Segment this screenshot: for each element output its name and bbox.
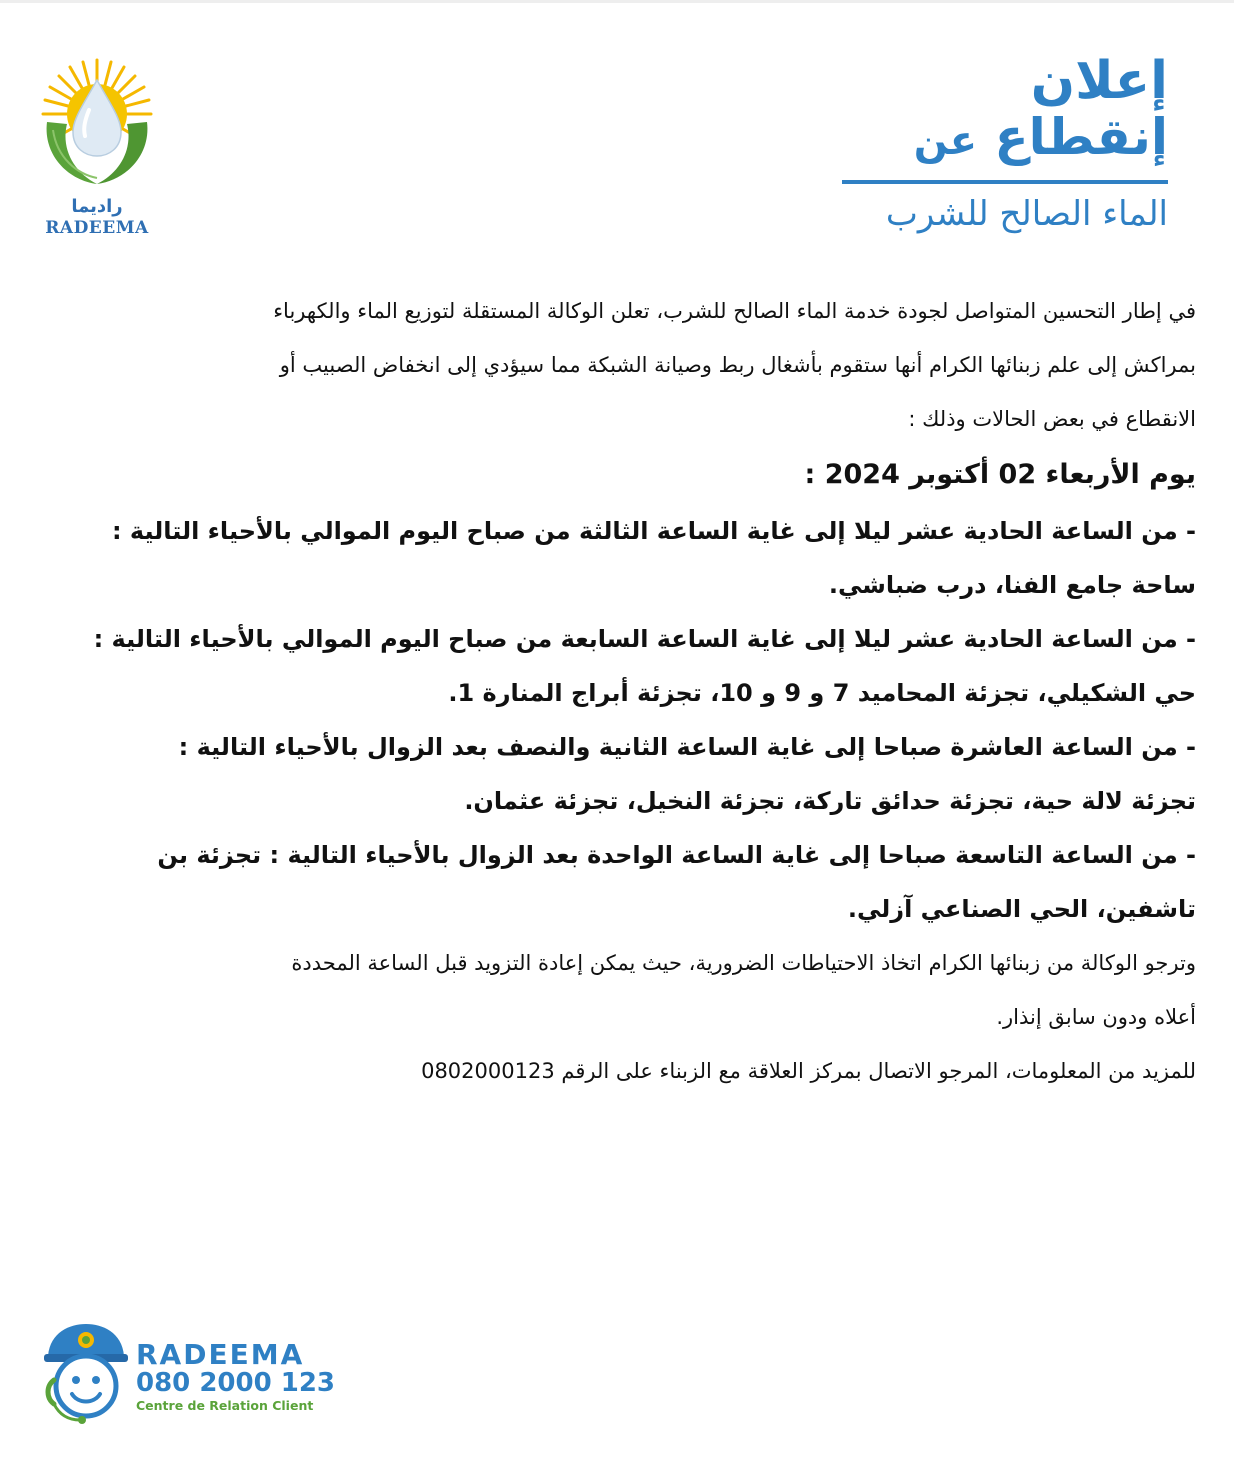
badge-brand-name: RADEEMA [136,1338,305,1371]
title-interruption-word: إنقطاع [994,108,1168,166]
radeema-logo [36,58,162,244]
schedule-areas-2: حي الشكيلي، تجزئة المحاميد 7 و 9 و 10، تجزئة أبراج المنارة 1. [448,679,1196,707]
logo-latin-text: RADEEMA [45,218,149,238]
announcement-body [46,284,1196,1098]
title-about-word: عن [913,118,978,164]
contact-number[interactable]: 0802000123 [421,1059,555,1083]
title-announcement: إعلان [1030,51,1168,111]
schedule-time-3: - من الساعة العاشرة صباحا إلى غاية الساعة الثانية والنصف بعد الزوال بالأحياء التالية : [178,733,1196,761]
schedule-areas-3: تجزئة لالة حية، تجزئة حدائق تاركة، تجزئة النخيل، تجزئة عثمان. [464,787,1196,815]
mascot-icon [40,1322,132,1426]
badge-subtitle: Centre de Relation Client [136,1398,314,1413]
title-interruption [828,106,1168,172]
schedule-time-2: - من الساعة الحادية عشر ليلا إلى غاية الساعة السابعة من صباح اليوم الموالي بالأحياء التالية : [93,625,1196,653]
intro-line-2: بمراكش إلى علم زبنائها الكرام أنها ستقوم بأشغال ربط وصيانة الشبكة مما سيؤدي إلى انخفاض الصبيب أو [279,353,1196,377]
closing-line-1: وترجو الوكالة من زبنائها الكرام اتخاذ الاحتياطات الضرورية، حيث يمكن إعادة التزويد قبل الساعة المحددة [291,951,1196,975]
customer-service-badge [40,1322,340,1432]
intro-line-1: في إطار التحسين المتواصل لجودة خدمة الماء الصالح للشرب، تعلن الوكالة المستقلة لتوزيع الماء والكهرباء [273,299,1196,323]
badge-phone-number[interactable]: 080 2000 123 [136,1368,336,1398]
schedule-areas-4: تاشفين، الحي الصناعي آزلي. [847,895,1196,923]
closing-line-2: أعلاه ودون سابق إنذار. [996,1005,1196,1029]
intro-line-3: الانقطاع في بعض الحالات وذلك : [908,407,1196,431]
title-drinking-water: الماء الصالح للشرب [885,194,1168,234]
schedule-time-4: - من الساعة التاسعة صباحا إلى غاية الساعة الواحدة بعد الزوال بالأحياء التالية : تجزئة بن [157,841,1196,869]
contact-line [46,1044,1196,1098]
sun-drop-leaf-icon [36,58,158,194]
logo-arabic-text: راديما [71,196,123,217]
schedule-areas-1: ساحة جامع الفنا، درب ضباشي. [828,571,1196,599]
top-border [0,0,1234,3]
interruption-date: يوم الأربعاء 02 أكتوبر 2024 : [804,459,1196,490]
announcement-title [828,52,1168,240]
schedule-time-1: - من الساعة الحادية عشر ليلا إلى غاية الساعة الثالثة من صباح اليوم الموالي بالأحياء التالية : [111,517,1196,545]
contact-text: للمزيد من المعلومات، المرجو الاتصال بمركز العلاقة مع الزبناء على الرقم [561,1059,1196,1083]
title-divider [842,180,1168,184]
